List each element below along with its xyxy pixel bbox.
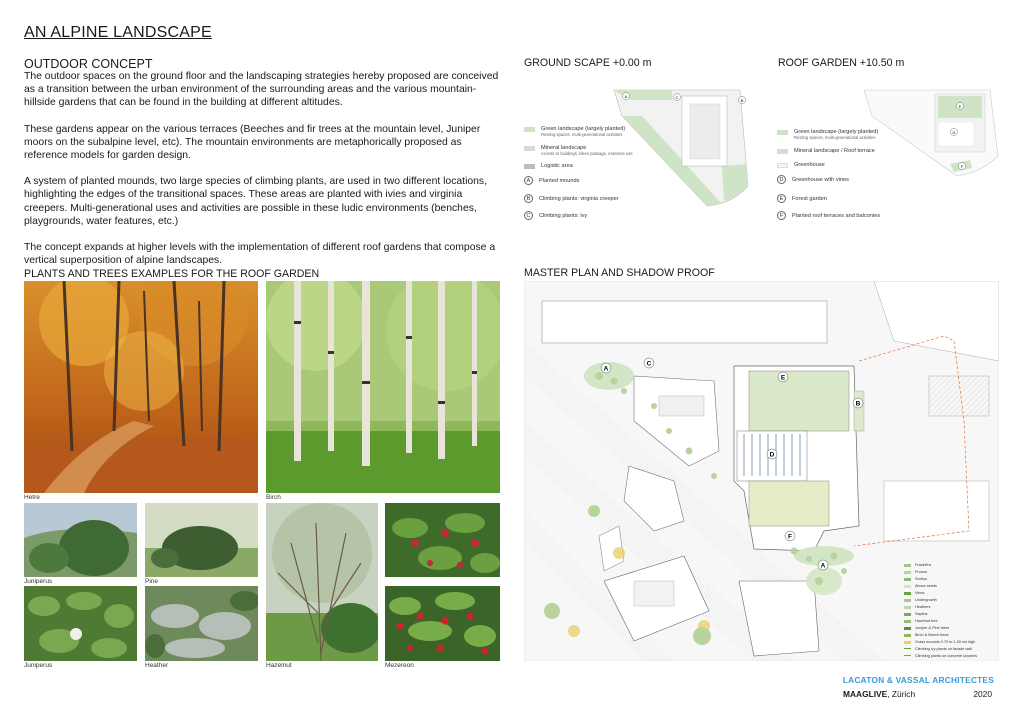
- letter-d-label: Greenhouse with vines: [792, 177, 849, 183]
- legend-swatch: [904, 627, 911, 630]
- master-legend-label: Saplins: [915, 612, 928, 616]
- legend-swatch: [904, 620, 911, 623]
- legend-swatch: [904, 571, 911, 574]
- heather-photo: [145, 586, 258, 661]
- master-legend-row: [904, 570, 927, 574]
- caption-mezereon-label: Mezereon: [385, 662, 414, 669]
- caption-juniperus-1: Juniperus: [24, 578, 53, 585]
- legend-swatch: [904, 592, 911, 595]
- master-legend-row: [904, 654, 977, 658]
- roof-garden-title: ROOF GARDEN +10.50 m: [778, 57, 905, 69]
- legend-swatch: [904, 634, 911, 637]
- master-legend-row: [904, 584, 937, 588]
- letter-b-label: Climbing plants: virginia creeper: [539, 196, 619, 202]
- master-legend-label: Prunus: [915, 570, 928, 574]
- roof-legend: [777, 129, 897, 229]
- letter-a-icon: A: [524, 176, 533, 185]
- hazelnut-photo: [266, 503, 378, 661]
- letter-e-icon: E: [777, 194, 786, 203]
- swatch-roof-mineral: [777, 149, 788, 154]
- master-legend-row: [904, 605, 930, 609]
- ground-legend-mineral-label: Mineral landscape: [541, 145, 587, 151]
- page-title: AN ALPINE LANDSCAPE: [24, 24, 212, 41]
- caption-juniperus-2: Juniperus: [24, 662, 53, 669]
- paragraph-2: These gardens appear on the various terraces (Beeches and fir trees at the mountain level, Juniper moors on the subalpine level, etc). The mountain environments are metaphorically proposed as reference models for garden design.: [24, 123, 481, 162]
- letter-d-icon: D: [777, 175, 786, 184]
- master-legend-row: [904, 647, 972, 651]
- master-legend-label: Grass mounds 0.70 to 1.20 cm high: [915, 640, 976, 644]
- birch-photo: [266, 281, 500, 493]
- letter-a-label: Planted mounds: [539, 178, 580, 184]
- master-legend-label: Heathers: [915, 605, 931, 609]
- master-legend-label: Vines: [915, 591, 925, 595]
- ground-legend-mineral: [524, 145, 633, 156]
- roof-legend-mineral-label: Mineral landscape / Roof terrace: [794, 148, 875, 154]
- master-legend-row: [904, 619, 938, 623]
- master-legend-label: Above seeds: [915, 584, 937, 588]
- roof-legend-letter-e: [777, 194, 827, 203]
- caption-hetre: Hetre: [24, 494, 40, 501]
- master-legend-label: Climbing plants on concrete columns: [915, 654, 978, 658]
- legend-swatch: [904, 655, 911, 656]
- ground-label-c: C: [675, 95, 679, 100]
- ground-legend-letter-c: [524, 211, 587, 220]
- master-plan-title: MASTER PLAN AND SHADOW PROOF: [524, 267, 715, 279]
- photos-title: PLANTS AND TREES EXAMPLES FOR THE ROOF GARDEN: [24, 268, 320, 280]
- master-legend-row: [904, 626, 949, 630]
- hetre-photo: [24, 281, 258, 493]
- master-legend-row: [904, 577, 927, 581]
- master-label-d: D: [769, 451, 775, 459]
- master-legend-row: [904, 591, 924, 595]
- master-legend-label: Birch & Beech trees: [915, 633, 949, 637]
- master-legend-row: [904, 612, 927, 616]
- master-label-a2: A: [820, 562, 826, 570]
- ground-legend-green: [524, 126, 625, 137]
- ground-label-a: A: [624, 94, 628, 99]
- master-label-b: B: [855, 400, 861, 408]
- paragraph-1: The outdoor spaces on the ground floor and the landscaping strategies hereby proposed are conceived as a transition between the urban environment of the surrounding areas and the various mountain-hillside gardens that can be found in the building at different altitudes.: [24, 71, 499, 109]
- ground-legend-logistic: [524, 163, 573, 169]
- master-label-f: F: [788, 533, 792, 541]
- caption-hazelnut: Hazelnut: [266, 662, 292, 669]
- firm-name: LACATON & VASSAL ARCHITECTES: [842, 675, 994, 685]
- legend-swatch: [904, 606, 911, 609]
- master-label-c: C: [646, 360, 652, 368]
- ground-scape-title: GROUND SCAPE +0.00 m: [524, 57, 652, 69]
- project-title: MAAGLIVE: [843, 689, 888, 699]
- project-name: [843, 689, 915, 699]
- ground-label-b: B: [740, 98, 744, 103]
- legend-swatch: [904, 641, 911, 644]
- swatch-logistic: [524, 164, 535, 169]
- legend-swatch: [904, 564, 911, 567]
- master-legend-label: Hazelnut tree: [915, 619, 938, 623]
- pine-photo: [145, 503, 258, 577]
- ground-legend-green-sub: Resting spaces, multi-generational activities: [541, 132, 623, 137]
- letter-e-label: Forest garden: [792, 196, 827, 202]
- letter-f-icon: F: [777, 211, 786, 220]
- roof-legend-greenhouse-label: Greenhouse: [794, 162, 825, 168]
- roof-legend-green: [777, 129, 878, 140]
- roof-legend-green-sub: Resting spaces, multi-generational activities: [794, 135, 876, 140]
- master-legend-row: [904, 633, 949, 637]
- swatch-green: [524, 127, 535, 132]
- master-legend-label: Juniper & Pine trees: [915, 626, 950, 630]
- roof-label-f: F: [960, 164, 964, 169]
- roof-legend-letter-f: [777, 211, 880, 220]
- master-label-a: A: [603, 365, 609, 373]
- roof-label-d: D: [952, 130, 956, 135]
- master-legend-row: [904, 640, 975, 644]
- master-legend-label: Undergrowth: [915, 598, 937, 602]
- section-title: OUTDOOR CONCEPT: [24, 57, 153, 71]
- legend-swatch: [904, 585, 911, 588]
- roof-legend-green-label: Green landscape (largely planted): [794, 129, 879, 135]
- roof-legend-letter-d: [777, 175, 849, 184]
- swatch-greenhouse: [777, 163, 788, 168]
- mezereon-photo-2: [385, 586, 500, 661]
- ground-legend-letter-a: [524, 176, 579, 185]
- legend-swatch: [904, 648, 911, 649]
- master-label-e: E: [780, 374, 786, 382]
- ground-scape-plan: [612, 86, 752, 211]
- master-legend-label: Fraxinifra: [915, 563, 931, 567]
- caption-pine: Pine: [145, 578, 159, 585]
- roof-legend-greenhouse: [777, 162, 825, 168]
- master-legend-label: Climbing ivy plants on facade wall: [915, 647, 972, 651]
- ground-legend-logistic-label: Logistic area: [541, 163, 573, 169]
- swatch-mineral: [524, 146, 535, 151]
- mezereon-photo-1: [385, 503, 500, 577]
- letter-b-icon: B: [524, 194, 533, 203]
- juniperus-photo-2: [24, 586, 137, 661]
- project-city: , Zürich: [887, 689, 916, 699]
- master-legend-row: [904, 598, 937, 602]
- legend-swatch: [904, 578, 911, 581]
- juniperus-photo-1: [24, 503, 137, 577]
- concept-text: [24, 70, 502, 280]
- letter-c-icon: C: [524, 211, 533, 220]
- letter-c-label: Climbing plants: ivy: [539, 213, 588, 219]
- ground-legend: [524, 126, 633, 226]
- project-year: 2020: [973, 689, 992, 699]
- master-legend-label: Sorbus: [915, 577, 928, 581]
- paragraph-3: A system of planted mounds, two large species of climbing plants, are used in two different locations, highlighting the edges of the transitional spaces. These areas are planted with ivies and virginia creepers. Multi-generational uses and activities are possible in these ludic environments (benches, playgrounds, water features, etc.): [24, 176, 488, 227]
- legend-swatch: [904, 599, 911, 602]
- master-legend-row: [904, 563, 931, 567]
- swatch-roof-green: [777, 130, 788, 135]
- ground-legend-mineral-sub: Access to buildings, bikes passage, intensive use: [541, 151, 633, 156]
- ground-legend-green-label: Green landscape (largely planted): [541, 126, 626, 132]
- ground-legend-letter-b: [524, 194, 619, 203]
- caption-birch: Birch: [266, 494, 281, 501]
- legend-swatch: [904, 613, 911, 616]
- caption-heather: Heather: [145, 662, 169, 669]
- roof-legend-mineral: [777, 148, 875, 154]
- paragraph-4: The concept expands at higher levels with the implementation of different roof gardens that compose a vertical superposition of alpine landscapes.: [24, 242, 496, 267]
- roof-label-e: E: [958, 104, 962, 109]
- letter-f-label: Planted roof terraces and balconies: [792, 213, 881, 219]
- master-legend: [904, 563, 998, 659]
